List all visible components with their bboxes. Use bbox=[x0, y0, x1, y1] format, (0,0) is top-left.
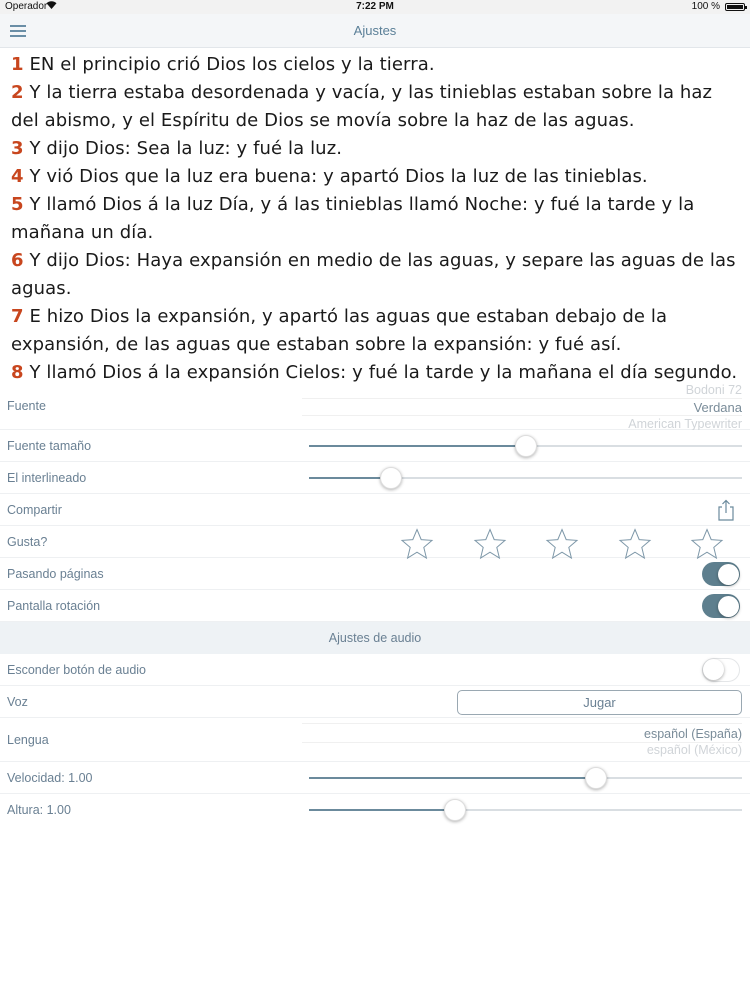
slider-thumb[interactable] bbox=[380, 467, 402, 489]
verse-text: Y la tierra estaba desordenada y vacía, y las tinieblas estaban sobre la haz del abismo, y el Espíritu de Dios se movía sobre la haz de las aguas. bbox=[11, 82, 713, 131]
language-picker[interactable] bbox=[302, 718, 742, 758]
verse-number: 5 bbox=[11, 194, 24, 215]
carrier-label: Operador bbox=[5, 1, 48, 12]
slider-fill bbox=[309, 777, 596, 779]
verse-text: EN el principio crió Dios los cielos y la tierra. bbox=[23, 54, 435, 75]
verse bbox=[11, 191, 739, 247]
verse bbox=[11, 247, 739, 303]
navigation-bar bbox=[0, 14, 750, 48]
verse bbox=[11, 359, 739, 382]
verse bbox=[11, 303, 739, 359]
rotation-label: Pantalla rotación bbox=[7, 599, 101, 613]
pitch-slider[interactable] bbox=[309, 809, 742, 811]
star-icon[interactable] bbox=[400, 528, 434, 560]
verse-number: 4 bbox=[11, 166, 24, 187]
pitch-label: Altura: 1.00 bbox=[7, 803, 71, 817]
toggle-knob bbox=[703, 659, 724, 680]
verse bbox=[11, 51, 739, 79]
slider-fill bbox=[309, 809, 455, 811]
font-option-selected[interactable]: Verdana bbox=[302, 398, 742, 416]
rating-label: Gusta? bbox=[7, 535, 48, 549]
battery-percent: 100 % bbox=[691, 1, 720, 12]
rating-row bbox=[0, 526, 750, 558]
toggle-knob bbox=[718, 564, 739, 585]
line-spacing-row bbox=[0, 462, 750, 494]
status-bar bbox=[0, 0, 750, 14]
font-row bbox=[0, 382, 750, 430]
verse-number: 1 bbox=[11, 54, 24, 75]
page-turn-toggle[interactable] bbox=[702, 562, 740, 586]
bible-text-preview bbox=[0, 48, 750, 382]
play-button[interactable]: Jugar bbox=[457, 690, 742, 715]
language-option-selected[interactable]: español (España) bbox=[302, 723, 742, 743]
language-label: Lengua bbox=[7, 733, 49, 747]
slider-fill bbox=[309, 445, 526, 447]
toggle-knob bbox=[718, 596, 739, 617]
verse-number: 7 bbox=[11, 306, 24, 327]
audio-section-header: Ajustes de audio bbox=[0, 622, 750, 654]
line-spacing-label: El interlineado bbox=[7, 471, 87, 485]
rotation-toggle[interactable] bbox=[702, 594, 740, 618]
page-turn-row bbox=[0, 558, 750, 590]
settings-list bbox=[0, 382, 750, 826]
verse bbox=[11, 135, 739, 163]
verse-text: E hizo Dios la expansión, y apartó las aguas que estaban debajo de la expansión, de las aguas que estaban sobre la expansión: y fué así. bbox=[11, 306, 668, 355]
battery-icon bbox=[725, 3, 745, 11]
hide-audio-label: Esconder botón de audio bbox=[7, 663, 146, 677]
slider-thumb[interactable] bbox=[585, 767, 607, 789]
hide-audio-toggle[interactable] bbox=[702, 658, 740, 682]
line-spacing-slider[interactable] bbox=[309, 477, 742, 479]
verse-text: Y vió Dios que la luz era buena: y apartó Dios la luz de las tinieblas. bbox=[23, 166, 648, 187]
clock: 7:22 PM bbox=[356, 1, 394, 12]
page-turn-label: Pasando páginas bbox=[7, 567, 104, 581]
verse-number: 2 bbox=[11, 82, 24, 103]
star-icon[interactable] bbox=[618, 528, 652, 560]
font-option[interactable]: Bodoni 72 bbox=[685, 383, 742, 397]
share-label: Compartir bbox=[7, 503, 62, 517]
speed-row bbox=[0, 762, 750, 794]
slider-thumb[interactable] bbox=[515, 435, 537, 457]
page-title: Ajustes bbox=[353, 23, 397, 38]
verse-text: Y dijo Dios: Sea la luz: y fué la luz. bbox=[23, 138, 343, 159]
slider-thumb[interactable] bbox=[444, 799, 466, 821]
verse-number: 8 bbox=[11, 362, 24, 382]
voice-row bbox=[0, 686, 750, 718]
star-rating[interactable] bbox=[400, 528, 745, 558]
font-size-slider[interactable] bbox=[309, 445, 742, 447]
verse-text: Y llamó Dios á la luz Día, y á las tinieblas llamó Noche: y fué la tarde y la mañana un día. bbox=[11, 194, 695, 243]
verse bbox=[11, 163, 739, 191]
share-icon[interactable] bbox=[716, 499, 736, 521]
speed-label: Velocidad: 1.00 bbox=[7, 771, 93, 785]
verse-text: Y dijo Dios: Haya expansión en medio de las aguas, y separe las aguas de las aguas. bbox=[11, 250, 736, 299]
language-option[interactable]: español (México) bbox=[646, 743, 742, 757]
language-row bbox=[0, 718, 750, 762]
font-size-row bbox=[0, 430, 750, 462]
star-icon[interactable] bbox=[690, 528, 724, 560]
rotation-row bbox=[0, 590, 750, 622]
verse-text: Y llamó Dios á la expansión Cielos: y fué la tarde y la mañana el día segundo. bbox=[23, 362, 738, 382]
star-icon[interactable] bbox=[473, 528, 507, 560]
slider-fill bbox=[309, 477, 391, 479]
pitch-row bbox=[0, 794, 750, 826]
share-row[interactable] bbox=[0, 494, 750, 526]
voice-label: Voz bbox=[7, 695, 28, 709]
font-size-label: Fuente tamaño bbox=[7, 439, 92, 453]
font-label: Fuente bbox=[7, 399, 46, 413]
speed-slider[interactable] bbox=[309, 777, 742, 779]
verse-number: 6 bbox=[11, 250, 24, 271]
font-picker[interactable] bbox=[302, 382, 742, 430]
font-option[interactable]: American Typewriter bbox=[628, 417, 742, 430]
star-icon[interactable] bbox=[545, 528, 579, 560]
verse-number: 3 bbox=[11, 138, 24, 159]
hide-audio-row bbox=[0, 654, 750, 686]
verse bbox=[11, 79, 739, 135]
